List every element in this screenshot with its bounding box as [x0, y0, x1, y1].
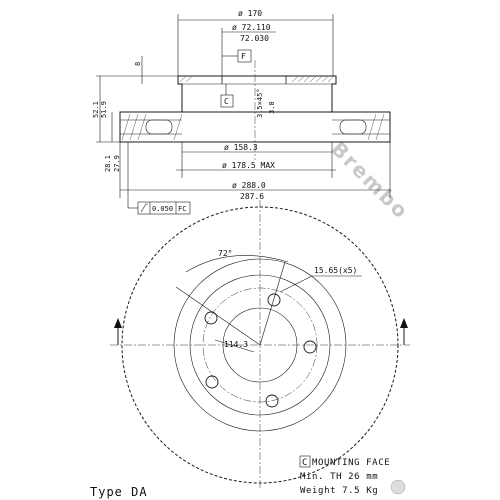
dim-h52: 52.1: [92, 101, 100, 118]
dim-h28-1: 28.1: [104, 155, 112, 172]
dim-d287: 287.6: [240, 192, 265, 201]
dim-h51: 51.9: [100, 101, 108, 118]
hub-hatch: [180, 76, 334, 82]
watermark-text: Brembo: [326, 136, 414, 224]
bore-lines: [222, 76, 286, 84]
bolt-hole: [304, 341, 316, 353]
bolt-hole-label: 15.65(x5): [314, 266, 358, 275]
section-arrow-icon: [400, 318, 408, 345]
angle-leg: [260, 262, 285, 345]
angle-arc: [186, 255, 288, 272]
flatness-symbol-icon: [141, 204, 148, 212]
dim-h8: 8: [134, 61, 142, 66]
front-view: [110, 200, 410, 490]
min-thickness: Min. TH 26 mm: [300, 472, 379, 482]
dim-h27-9: 27.9: [113, 155, 121, 172]
watermark: [326, 137, 413, 224]
vent-slot-right: [340, 120, 366, 134]
section-view: [92, 9, 390, 214]
tol-datum: FC: [178, 205, 187, 213]
section-arrow-icon: [114, 318, 122, 345]
stamp-icon: [391, 480, 405, 494]
mounting-face-label: MOUNTING FACE: [312, 458, 391, 468]
notes: [90, 456, 405, 499]
dim-d72-110: ø 72.110: [232, 23, 271, 32]
angle-label: 72°: [218, 249, 233, 258]
bolt-hole: [268, 294, 280, 306]
dim-h3: 3.0: [268, 101, 276, 114]
bolt-hole: [206, 376, 218, 388]
vent-slot-left: [146, 120, 172, 134]
bolt-hole: [266, 395, 278, 407]
c-box-label: C: [302, 458, 309, 468]
pcd-label: 114.3: [224, 340, 249, 349]
dim-chamfer: 3.5×45°: [256, 88, 264, 118]
dim-d170: ø 170: [238, 9, 263, 18]
dim-d178: ø 178.5 MAX: [222, 161, 275, 170]
weight: Weight 7.5 Kg: [300, 486, 379, 496]
disc-hatch: [122, 114, 384, 140]
dim-d158: ø 158.3: [224, 143, 258, 152]
dim-d72-030: 72.030: [240, 34, 269, 43]
tol-value: 0.050: [152, 205, 174, 213]
hole-leader: [280, 276, 312, 292]
dim-d288: ø 288.0: [232, 181, 266, 190]
datum-f-label: F: [241, 52, 246, 61]
bolt-holes: [205, 294, 316, 407]
angle-leg: [176, 287, 260, 345]
datum-c-label: C: [224, 97, 229, 106]
disc-type: Type DA: [90, 485, 148, 499]
